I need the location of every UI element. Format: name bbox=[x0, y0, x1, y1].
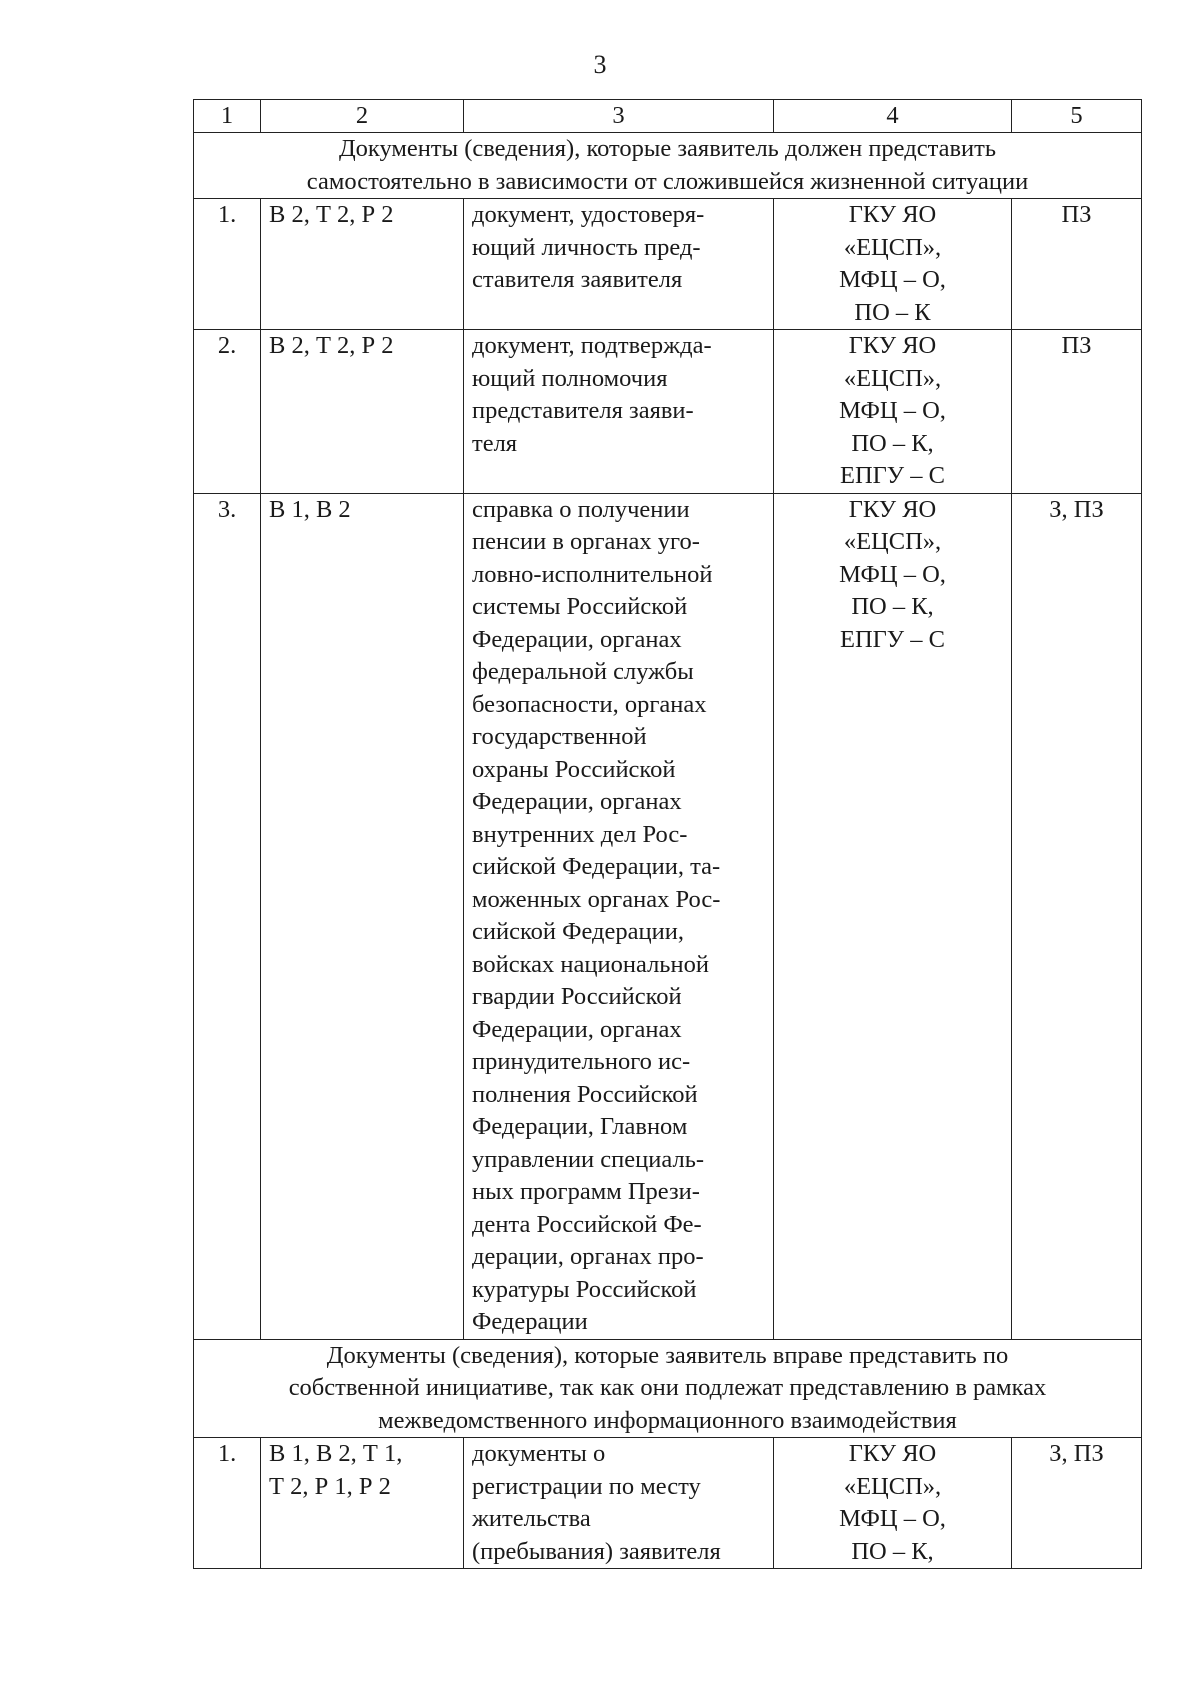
document-description-line: жительства bbox=[472, 1505, 591, 1532]
submission-place-cell bbox=[774, 199, 1012, 330]
document-description-line: справка о получении bbox=[472, 495, 690, 523]
submission-place-line: ГКУ ЯО bbox=[848, 1440, 937, 1467]
section-heading-mandatory bbox=[194, 133, 1142, 199]
column-number-header-row bbox=[194, 100, 1142, 133]
submission-place-cell bbox=[774, 493, 1012, 1339]
category-codes-cell bbox=[261, 199, 464, 330]
document-description-line: теля bbox=[472, 429, 518, 457]
document-description-line: сийской Федерации, bbox=[472, 918, 684, 945]
submission-place-line: МФЦ – О, bbox=[839, 1505, 946, 1532]
row-number-cell: 1. bbox=[194, 199, 261, 330]
document-description-cell bbox=[464, 493, 774, 1339]
section-heading-optional bbox=[194, 1339, 1142, 1438]
section-heading-line: Документы (сведения), которые заявитель вправе представить по bbox=[326, 1341, 1009, 1369]
submission-place-line: ПО – К, bbox=[851, 429, 934, 457]
submission-place-line: ГКУ ЯО bbox=[848, 201, 937, 228]
category-codes-line: В 2, Т 2, Р 2 bbox=[269, 201, 394, 228]
document-description-line: управлении специаль- bbox=[472, 1145, 705, 1173]
category-codes-line: В 2, Т 2, Р 2 bbox=[269, 332, 394, 359]
submission-form-cell: ПЗ bbox=[1012, 330, 1142, 494]
document-description-line: документ, подтвержда- bbox=[472, 332, 712, 359]
document-description-line: ющий личность пред- bbox=[472, 233, 701, 261]
category-codes-cell bbox=[261, 330, 464, 494]
submission-place-line: МФЦ – О, bbox=[839, 397, 946, 424]
document-description-line: дента Российской Фе- bbox=[472, 1210, 702, 1238]
document-description-line: документ, удостоверя- bbox=[472, 201, 705, 228]
document-description-line: документы о bbox=[472, 1440, 606, 1467]
document-description-line: ющий полномочия bbox=[472, 364, 668, 392]
document-description-line: представителя заяви- bbox=[472, 397, 694, 424]
document-description-line: Федерации, органах bbox=[472, 625, 682, 653]
document-description-line: гвардии Российской bbox=[472, 983, 682, 1010]
category-codes-cell bbox=[261, 1438, 464, 1569]
category-codes-line: Т 2, Р 1, Р 2 bbox=[269, 1472, 391, 1500]
document-description-line: куратуры Российской bbox=[472, 1275, 697, 1303]
category-codes-line: В 1, В 2, Т 1, bbox=[269, 1440, 403, 1467]
section-heading-line: собственной инициативе, так как они подлежат представлению в рамках bbox=[288, 1374, 1047, 1401]
column-number-4: 4 bbox=[774, 100, 1012, 133]
column-number-1: 1 bbox=[194, 100, 261, 133]
document-description-line: Федерации, органах bbox=[472, 788, 682, 815]
document-description-line: принудительного ис- bbox=[472, 1048, 691, 1075]
submission-place-cell bbox=[774, 1438, 1012, 1569]
submission-place-line: ЕПГУ – С bbox=[839, 625, 945, 653]
document-description-line: (пребывания) заявителя bbox=[472, 1537, 721, 1565]
submission-place-line: ГКУ ЯО bbox=[848, 495, 937, 523]
document-description-cell bbox=[464, 1438, 774, 1569]
page-number: 3 bbox=[593, 50, 607, 79]
column-number-5: 5 bbox=[1012, 100, 1142, 133]
document-description-line: Федерации bbox=[472, 1308, 588, 1335]
document-description-line: внутренних дел Рос- bbox=[472, 820, 688, 848]
document-description-line: моженных органах Рос- bbox=[472, 885, 721, 913]
category-codes-cell bbox=[261, 493, 464, 1339]
document-description-line: федеральной службы bbox=[472, 658, 694, 685]
submission-place-line: МФЦ – О, bbox=[839, 560, 946, 588]
submission-place-line: ПО – К, bbox=[851, 593, 934, 620]
section-heading-line: межведомственного информационного взаимодействия bbox=[378, 1406, 957, 1434]
submission-place-line: ЕПГУ – С bbox=[839, 462, 945, 489]
document-description-line: Федерации, органах bbox=[472, 1015, 682, 1043]
submission-place-line: «ЕЦСП», bbox=[843, 233, 942, 261]
submission-form-cell: З, ПЗ bbox=[1012, 1438, 1142, 1569]
row-number-cell: 1. bbox=[194, 1438, 261, 1569]
document-description-line: охраны Российской bbox=[472, 755, 676, 783]
document-description-line: государственной bbox=[472, 723, 647, 750]
section-heading-line: самостоятельно в зависимости от сложившейся жизненной ситуации bbox=[306, 167, 1029, 195]
document-description-line: ловно-исполнительной bbox=[472, 560, 713, 588]
submission-place-line: ГКУ ЯО bbox=[848, 332, 937, 359]
submission-form-cell: ПЗ bbox=[1012, 199, 1142, 330]
document-description-line: системы Российской bbox=[472, 593, 688, 620]
column-number-3: 3 bbox=[464, 100, 774, 133]
table-row bbox=[194, 199, 1142, 330]
document-description-cell bbox=[464, 199, 774, 330]
row-number-cell: 3. bbox=[194, 493, 261, 1339]
submission-place-cell bbox=[774, 330, 1012, 494]
document-description-line: безопасности, органах bbox=[472, 690, 707, 718]
table-row bbox=[194, 493, 1142, 1339]
document-description-line: регистрации по месту bbox=[472, 1472, 701, 1500]
document-description-line: дерации, органах про- bbox=[472, 1243, 704, 1270]
row-number-cell: 2. bbox=[194, 330, 261, 494]
submission-place-line: ПО – К, bbox=[851, 1537, 934, 1565]
document-description-line: Федерации, Главном bbox=[472, 1113, 688, 1140]
category-codes-line: В 1, В 2 bbox=[269, 495, 351, 523]
submission-place-line: «ЕЦСП», bbox=[843, 364, 942, 392]
document-description-line: полнения Российской bbox=[472, 1080, 698, 1108]
section-row-mandatory bbox=[194, 133, 1142, 199]
table-row bbox=[194, 1438, 1142, 1569]
section-heading-line: Документы (сведения), которые заявитель должен представить bbox=[338, 135, 997, 162]
documents-table bbox=[193, 99, 1142, 1569]
document-description-line: пенсии в органах уго- bbox=[472, 528, 700, 555]
document-description-cell bbox=[464, 330, 774, 494]
submission-form-cell: З, ПЗ bbox=[1012, 493, 1142, 1339]
document-description-line: ставителя заявителя bbox=[472, 266, 683, 293]
table-row bbox=[194, 330, 1142, 494]
submission-place-line: ПО – К bbox=[854, 298, 931, 326]
section-row-optional bbox=[194, 1339, 1142, 1438]
column-number-2: 2 bbox=[261, 100, 464, 133]
submission-place-line: МФЦ – О, bbox=[839, 266, 946, 293]
document-description-line: войсках национальной bbox=[472, 950, 709, 978]
submission-place-line: «ЕЦСП», bbox=[843, 528, 942, 555]
document-description-line: сийской Федерации, та- bbox=[472, 853, 721, 880]
submission-place-line: «ЕЦСП», bbox=[843, 1472, 942, 1500]
document-description-line: ных программ Прези- bbox=[472, 1178, 700, 1205]
